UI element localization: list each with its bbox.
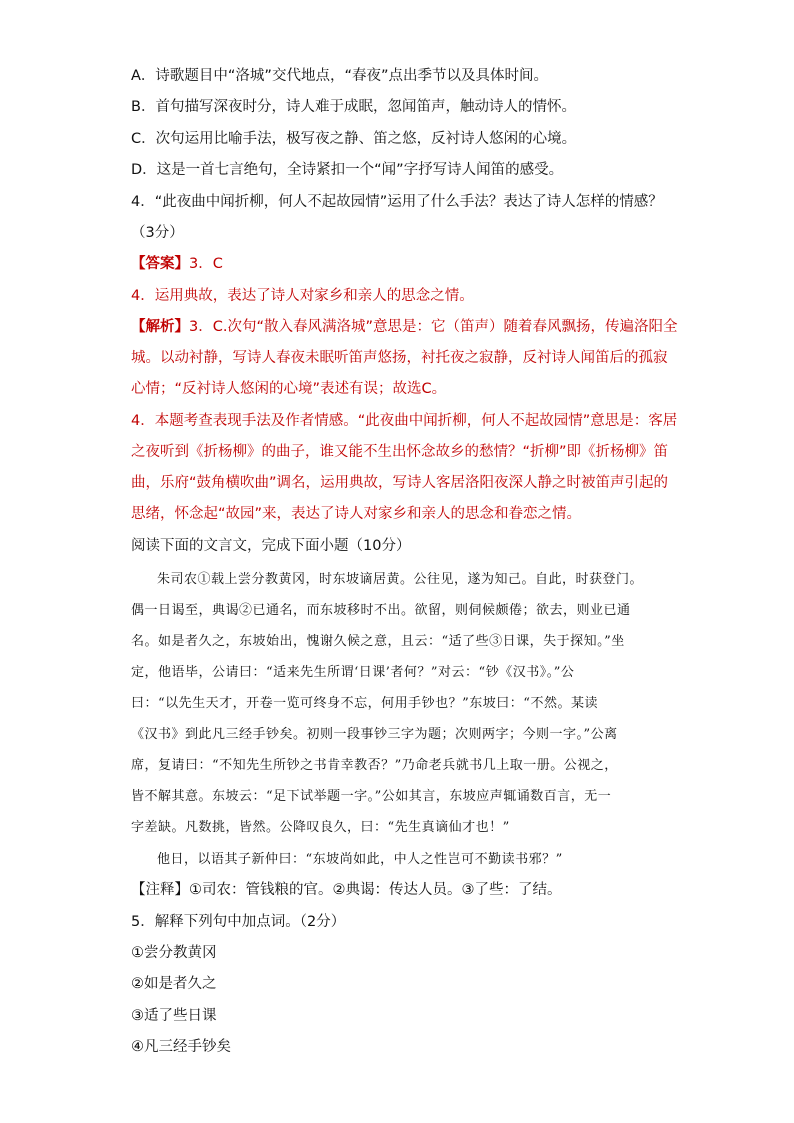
analysis-line-1: 【解析】3．C.次句“散入春风满洛城”意思是：它（笛声）随着春风飘扬，传遍洛阳全 — [131, 319, 678, 335]
passage-line: 字差缺。凡数挑，皆然。公降叹良久，曰：“先生真谪仙才也！” — [131, 820, 510, 835]
passage-line: 曰：“以先生天才，开卷一览可终身不忘，何用手钞也？”东坡曰：“不然。某读 — [131, 696, 598, 711]
analysis-line-2: 城。以动衬静，写诗人春夜未眠听笛声悠扬，衬托夜之寂静，反衬诗人闻笛后的孤寂 — [131, 350, 668, 366]
option-a: A．诗歌题目中“洛城”交代地点，“春夜”点出季节以及具体时间。 — [131, 68, 548, 84]
analysis-line-7: 思绪，怀念起“故园”来，表达了诗人对家乡和亲人的思念和眷恋之情。 — [131, 506, 582, 522]
analysis-line-6: 曲，乐府“鼓角横吹曲”调名，运用典故，写诗人客居洛阳夜深人静之时被笛声引起的 — [131, 475, 669, 491]
answer-tag: 【答案】 — [131, 256, 189, 272]
passage-line: 定，他语毕，公请曰：“适来先生所谓‘日课’者何？”对云：“钞《汉书》。”公 — [131, 665, 575, 680]
option-b: B．首句描写深夜时分，诗人难于成眠，忽闻笛声，触动诗人的情怀。 — [131, 99, 576, 115]
analysis-line-5: 之夜听到《折杨柳》的曲子，谁又能不生出怀念故乡的愁情？“折柳”即《折杨柳》笛 — [131, 444, 669, 460]
analysis-tag: 【解析】 — [131, 319, 189, 335]
question-4: 4．“此夜曲中闻折柳，何人不起故园情”运用了什么手法？表达了诗人怎样的情感？ — [131, 194, 663, 210]
question-4-score: （3分） — [131, 225, 184, 241]
passage-line: 席，复请曰：“不知先生所钞之书肯幸教否？”乃命老兵就书几上取一册。公视之， — [131, 758, 618, 773]
answer-4: 4．运用典故，表达了诗人对家乡和亲人的思念之情。 — [131, 288, 474, 304]
notes: 【注释】①司农：管钱粮的官。②典谒：传达人员。③了些：了结。 — [131, 882, 562, 898]
reading-intro: 阅读下面的文言文，完成下面小题（10分） — [131, 538, 411, 554]
passage-line: 《汉书》到此凡三经手钞矣。初则一段事钞三字为题；次则两字；今则一字。”公离 — [131, 727, 618, 742]
passage-line: 他日，以语其子新仲曰：“东坡尚如此，中人之性岂可不勤读书邪？” — [157, 852, 563, 867]
answer-3: 3．C — [189, 256, 223, 272]
passage-line: 偶一日谒至，典谒②已通名，而东坡移时不出。欲留，则伺候颇倦；欲去，则业已通 — [131, 603, 631, 618]
passage-line: 名。如是者久之，东坡始出，愧谢久候之意，且云：“适了些③日课，失于探知。”坐 — [131, 634, 625, 649]
option-c: C．次句运用比喻手法，极写夜之静、笛之悠，反衬诗人悠闲的心境。 — [131, 131, 577, 147]
q5-item-3: ③适了些日课 — [131, 1008, 217, 1024]
q5-item-4: ④凡三经手钞矣 — [131, 1039, 231, 1055]
passage-line: 朱司农①载上尝分教黄冈，时东坡谪居黄。公往见，遂为知己。自此，时获登门。 — [157, 572, 644, 587]
analysis-line-3: 心情；“反衬诗人悠闲的心境”表述有误；故选C。 — [131, 381, 447, 397]
answer-line-1 — [131, 254, 223, 274]
q5-item-1: ①尝分教黄冈 — [131, 945, 217, 961]
option-d: D．这是一首七言绝句，全诗紧扣一个“闻”字抒写诗人闻笛的感受。 — [131, 162, 564, 178]
q5-item-2: ②如是者久之 — [131, 976, 217, 992]
question-5: 5．解释下列句中加点词。（2分） — [131, 914, 346, 930]
passage-line: 皆不解其意。东坡云：“足下试举题一字。”公如其言，东坡应声辄诵数百言，无一 — [131, 789, 612, 804]
analysis-line-4: 4．本题考查表现手法及作者情感。“此夜曲中闻折柳，何人不起故园情”意思是：客居 — [131, 413, 678, 429]
